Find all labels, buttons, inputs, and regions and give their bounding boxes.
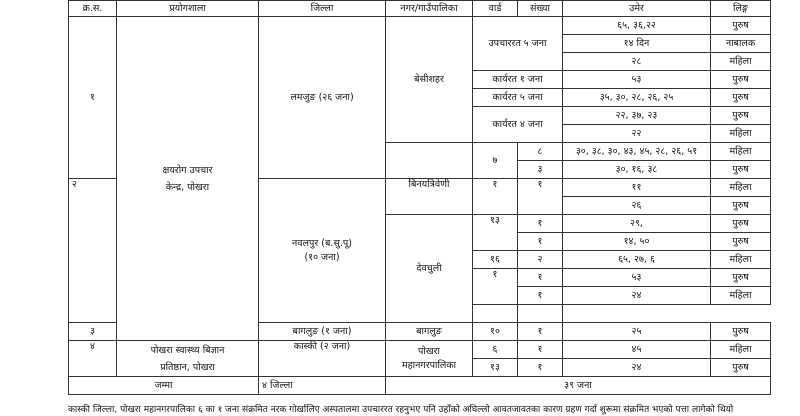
age-cell: २६ bbox=[563, 197, 711, 215]
municipality-besishahar: बेसीशहर bbox=[386, 17, 473, 143]
header-age: उमेर bbox=[563, 1, 711, 17]
header-ward: वार्ड bbox=[473, 1, 518, 17]
gender-cell: पुरुष bbox=[711, 107, 771, 125]
gender-cell: पुरुष bbox=[711, 269, 771, 287]
age-blank bbox=[473, 305, 518, 323]
ward-cell: १ bbox=[473, 269, 518, 305]
serial-cell: १ bbox=[69, 17, 117, 179]
ward-cell: १३ bbox=[473, 359, 518, 377]
ward-cell: १ bbox=[473, 179, 518, 215]
serial-cell: ४ bbox=[69, 341, 117, 377]
age-cell: १४ दिन bbox=[563, 35, 711, 53]
age-cell: ३५, ३०, २८, २६, २५ bbox=[563, 89, 711, 107]
district-lamjung: लमजुङ (२६ जना) bbox=[259, 17, 386, 179]
header-district: जिल्ला bbox=[259, 1, 386, 17]
gender-cell: महिला bbox=[711, 125, 771, 143]
lab-second-line2: प्रतिष्ठान, पोखरा bbox=[160, 361, 215, 373]
gender-cell: नाबालक bbox=[711, 35, 771, 53]
age-cell: २९, bbox=[563, 215, 711, 233]
gender-cell: पुरुष bbox=[711, 89, 771, 107]
ward-cell: ७ bbox=[473, 143, 518, 179]
gender-cell: महिला bbox=[711, 179, 771, 197]
age-cell: २२, ३७, २३ bbox=[563, 107, 711, 125]
age-cell: १४, ५० bbox=[563, 233, 711, 251]
gender-cell: पुरुष bbox=[711, 197, 771, 215]
total-label: जम्मा bbox=[69, 377, 259, 395]
ward-cell: ६ bbox=[473, 341, 518, 359]
header-gender: लिङ्ग bbox=[711, 1, 771, 17]
age-cell: २४ bbox=[563, 359, 711, 377]
ward-cell: १६ bbox=[473, 251, 518, 269]
age-cell: २५ bbox=[563, 323, 711, 341]
age-cell: ११ bbox=[563, 179, 711, 197]
age-cell: २८ bbox=[563, 53, 711, 71]
age-cell: ५३ bbox=[563, 71, 711, 89]
gender-cell: महिला bbox=[711, 251, 771, 269]
lab-main-line1: क्षयरोग उपचार bbox=[162, 164, 213, 176]
group-worker1: कार्यरत १ जना bbox=[473, 71, 563, 89]
lab-second-line1: पोखरा स्वास्थ्य बिज्ञान bbox=[150, 344, 225, 356]
municipality-binayi: बिनयत्रिवेणी bbox=[386, 179, 473, 215]
age-cell: ४५ bbox=[563, 341, 711, 359]
table-row bbox=[69, 341, 771, 359]
age-cell: ५३ bbox=[563, 269, 711, 287]
lab-main-line2: केन्द्र, पोखरा bbox=[165, 181, 210, 193]
municipality-pokhara-line1: पोखरा bbox=[418, 345, 440, 357]
district-nawalpur-line1: नवलपुर (ब.सु.पू) bbox=[292, 237, 352, 249]
age-cell: ६५, ३६,२२ bbox=[563, 17, 711, 35]
age-cell: २२ bbox=[563, 125, 711, 143]
group-worker5: कार्यरत ५ जना bbox=[473, 89, 563, 107]
totals-row bbox=[69, 377, 771, 395]
municipality-baglung: बागलुङ bbox=[386, 323, 473, 341]
gender-cell: पुरुष bbox=[711, 359, 771, 377]
lab-second-cell bbox=[117, 341, 259, 377]
table-row bbox=[69, 17, 771, 35]
header-municipality: नगर/गाउँपालिका bbox=[386, 1, 473, 17]
gender-cell: पुरुष bbox=[711, 215, 771, 233]
count-cell: १ bbox=[518, 287, 563, 305]
district-baglung: बागलुङ (१ जना) bbox=[259, 323, 386, 341]
gender-cell: पुरुष bbox=[711, 71, 771, 89]
count-cell: १ bbox=[518, 233, 563, 251]
lab-main-cell bbox=[117, 17, 259, 341]
gender-cell: पुरुष bbox=[711, 161, 771, 179]
ward-cell: १३ bbox=[473, 215, 518, 251]
age-cell: ६५, २७, ६ bbox=[563, 251, 711, 269]
gender-cell: महिला bbox=[711, 143, 771, 161]
municipality-pokhara bbox=[386, 341, 473, 377]
header-serial: क्र.स. bbox=[69, 1, 117, 17]
count-cell: १ bbox=[518, 323, 563, 341]
serial-cell: २ bbox=[69, 179, 117, 323]
district-nawalpur-line2: (१० जना) bbox=[304, 251, 340, 263]
gender-cell: महिला bbox=[711, 287, 771, 305]
covid-cases-table bbox=[68, 0, 771, 395]
header-lab: प्रयोगशाला bbox=[117, 1, 259, 17]
count-cell: १ bbox=[518, 179, 563, 215]
count-cell: १ bbox=[518, 359, 563, 377]
municipality-empty bbox=[386, 143, 473, 179]
total-districts: ४ जिल्ला bbox=[259, 377, 386, 395]
gender-cell: पुरुष bbox=[711, 17, 771, 35]
serial-cell: ३ bbox=[69, 323, 117, 341]
gender-cell: पुरुष bbox=[711, 233, 771, 251]
header-row bbox=[69, 1, 771, 17]
footer-note: कास्की जिल्ला, पोखरा महानगरपालिका ६ का १ जना संक्रमित नरक गोर्खालिए अस्पतालमा उपचाररत रहनुभए पनि उहाँको अघिल्लो आवतजावतका कारण ग्रहण गर्दा शुरूमा संक्रमित भएको पत्ता लागेको थियो bbox=[68, 405, 734, 415]
district-nawalpur bbox=[259, 179, 386, 323]
age-cell: ३०, १६, ३८ bbox=[563, 161, 711, 179]
gender-blank bbox=[518, 305, 563, 323]
count-cell: १ bbox=[518, 341, 563, 359]
age-cell: ३०, ३८, ३०, ४३, ४५, २८, २६, ५१ bbox=[563, 143, 711, 161]
count-cell: ३ bbox=[518, 161, 563, 179]
gender-cell: महिला bbox=[711, 341, 771, 359]
municipality-devchuli: देवचुली bbox=[386, 215, 473, 323]
gender-cell: महिला bbox=[711, 53, 771, 71]
group-treated5: उपचाररत ५ जना bbox=[473, 17, 563, 71]
ward-cell: १० bbox=[473, 323, 518, 341]
total-people: ३९ जना bbox=[386, 377, 771, 395]
group-worker4: कार्यरत ४ जना bbox=[473, 107, 563, 143]
count-cell: १ bbox=[518, 269, 563, 287]
municipality-pokhara-line2: महानगरपालिका bbox=[401, 359, 457, 371]
gender-cell: पुरुष bbox=[711, 323, 771, 341]
age-cell: २४ bbox=[563, 287, 711, 305]
count-cell: २ bbox=[518, 251, 563, 269]
count-cell: १ bbox=[518, 215, 563, 233]
district-kaski: कास्की (२ जना) bbox=[259, 341, 386, 377]
count-cell: ८ bbox=[518, 143, 563, 161]
header-count: संख्या bbox=[518, 1, 563, 17]
